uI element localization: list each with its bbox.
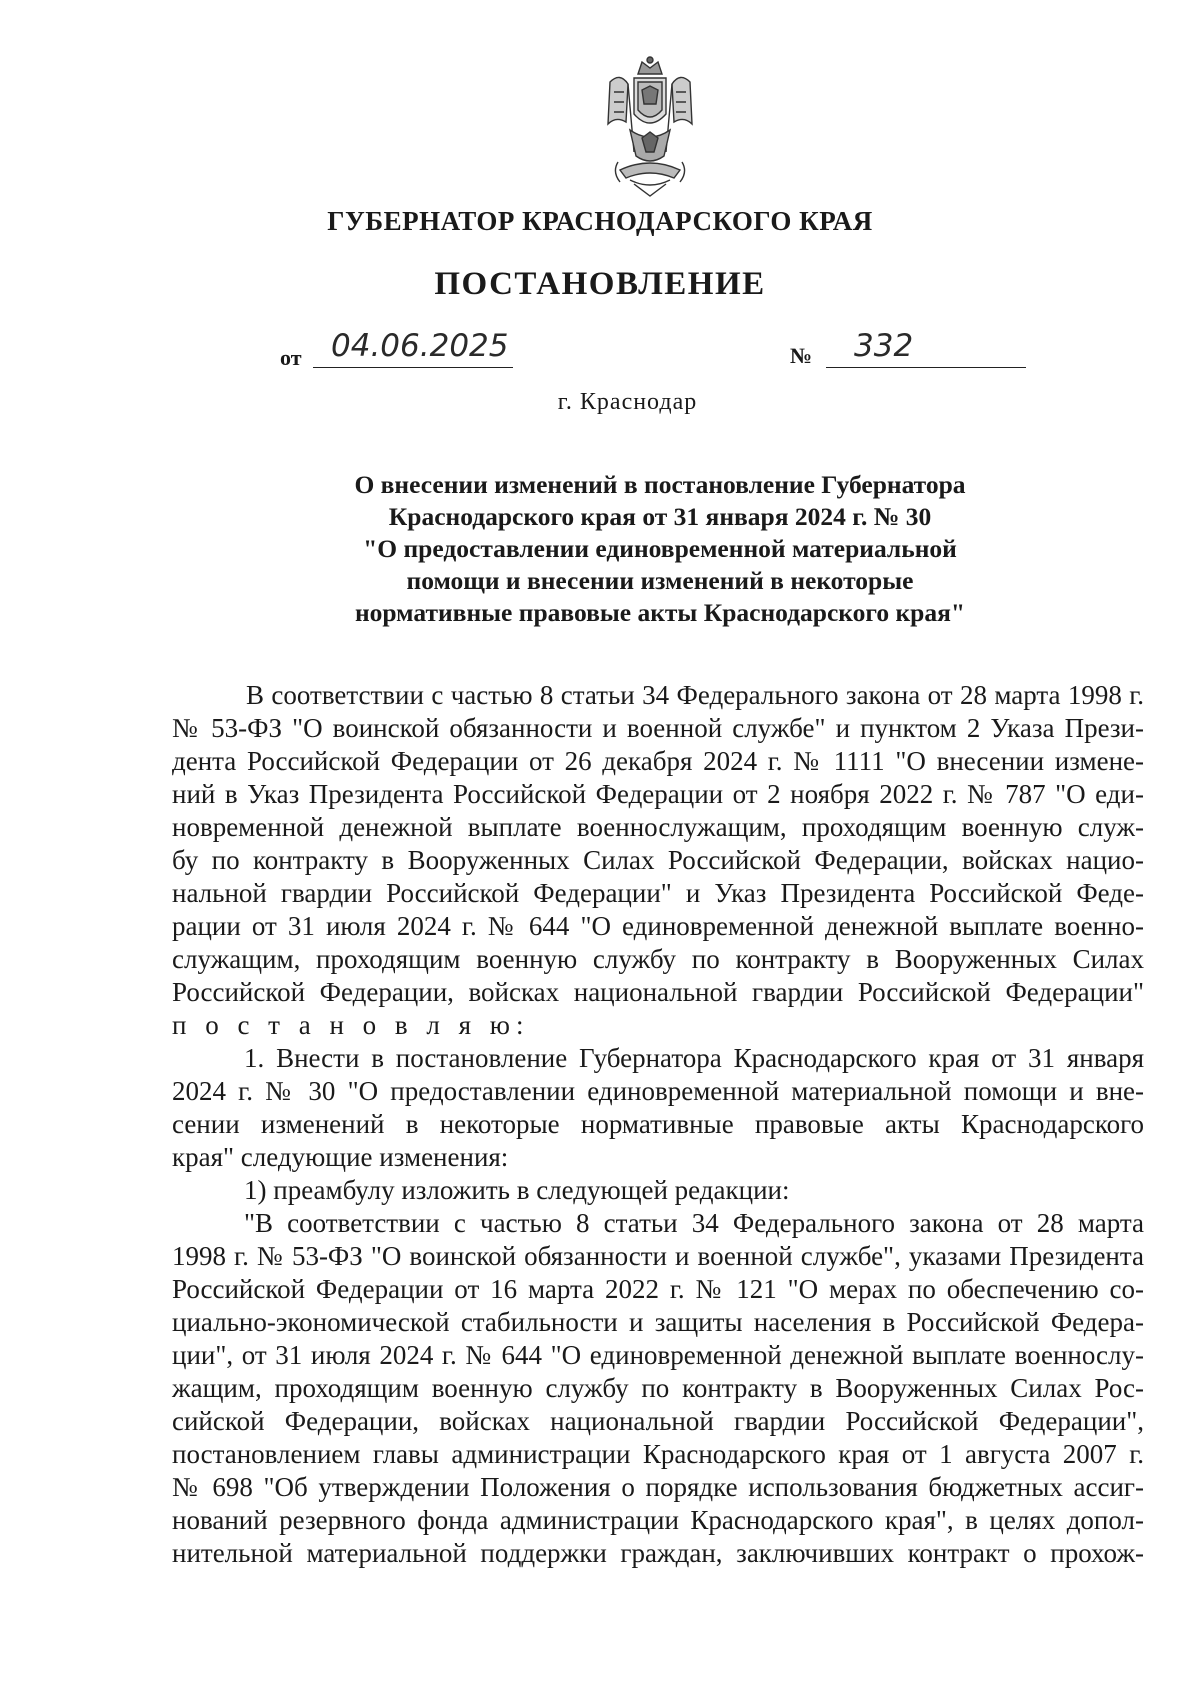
body-line: сийской Федерации, войсках национальной гвардии Российской Федерации",	[172, 1406, 1144, 1436]
body-line: циально-экономической стабильности и защиты населения в Российской Федера-	[172, 1307, 1144, 1337]
body-line: Российской Федерации, войсках национальной гвардии Российской Федерации"	[172, 977, 1144, 1007]
body-line: № 53-ФЗ "О воинской обязанности и военной службе" и пунктом 2 Указа Прези-	[172, 713, 1144, 743]
document-type: ПОСТАНОВЛЕНИЕ	[434, 266, 766, 302]
subitem-line: 1) преамбулу изложить в следующей редакции:	[244, 1175, 790, 1205]
title-line: Краснодарского края от 31 января 2024 г. № 30	[388, 502, 932, 531]
number-label: №	[790, 343, 813, 368]
number-value: 332	[826, 330, 1026, 368]
title-line: "О предоставлении единовременной материальной	[363, 534, 957, 563]
body-line: "В соответствии с частью 8 статьи 34 Федерального закона от 28 марта	[244, 1208, 1144, 1238]
issuing-authority: ГУБЕРНАТОР КРАСНОДАРСКОГО КРАЯ	[327, 206, 873, 236]
body-line: постановлением главы администрации Краснодарского края от 1 августа 2007 г.	[172, 1439, 1144, 1469]
city: г. Краснодар	[557, 389, 698, 415]
body-line: сении изменений в некоторые нормативные правовые акты Краснодарского	[172, 1109, 1144, 1139]
body-line: Российской Федерации от 16 марта 2022 г. № 121 "О мерах по обеспечению со-	[172, 1274, 1144, 1304]
body-line: нований резервного фонда администрации Краснодарского края", в целях допол-	[172, 1505, 1144, 1535]
body-line: нальной гвардии Российской Федерации" и Указ Президента Российской Феде-	[172, 878, 1144, 908]
date-value: 04.06.2025	[313, 330, 513, 368]
body-line: края" следующие изменения:	[172, 1142, 509, 1172]
body-line: новременной денежной выплате военнослужащим, проходящим военную служ-	[172, 812, 1144, 842]
body-line: дента Российской Федерации от 26 декабря 2024 г. № 1111 "О внесении измене-	[172, 746, 1144, 776]
body-line: 1998 г. № 53-ФЗ "О воинской обязанности и военной службе", указами Президента	[172, 1241, 1144, 1271]
krasnodar-krai-coat-of-arms-icon	[590, 52, 710, 202]
body-line: бу по контракту в Вооруженных Силах Российской Федерации, войсках нацио-	[172, 845, 1144, 875]
body-line: служащим, проходящим военную службу по контракту в Вооруженных Силах	[172, 944, 1144, 974]
body-line: рации от 31 июля 2024 г. № 644 "О единовременной денежной выплате военно-	[172, 911, 1144, 941]
title-line: О внесении изменений в постановление Губернатора	[354, 470, 966, 499]
body-line: нительной материальной поддержки граждан, заключивших контракт о прохож-	[172, 1538, 1144, 1568]
body-line: В соответствии с частью 8 статьи 34 Федерального закона от 28 марта 1998 г.	[246, 680, 1144, 710]
document-body	[172, 679, 1144, 1570]
body-line: 1. Внести в постановление Губернатора Краснодарского края от 31 января	[244, 1043, 1144, 1073]
body-line: жащим, проходящим военную службу по контракту в Вооруженных Силах Рос-	[172, 1373, 1144, 1403]
body-line: № 698 "Об утверждении Положения о порядке использования бюджетных ассиг-	[172, 1472, 1144, 1502]
document-title	[250, 469, 1070, 629]
decree-word: п о с т а н о в л я ю:	[172, 1010, 530, 1040]
title-line: помощи и внесении изменений в некоторые	[406, 566, 914, 595]
body-line: 2024 г. № 30 "О предоставлении единовременной материальной помощи и вне-	[172, 1076, 1144, 1106]
body-line: ции", от 31 июля 2024 г. № 644 "О единовременной денежной выплате военнослу-	[172, 1340, 1144, 1370]
title-line: нормативные правовые акты Краснодарского края"	[354, 598, 966, 627]
date-label: от	[280, 345, 302, 370]
body-line: ний в Указ Президента Российской Федерации от 2 ноября 2022 г. № 787 "О еди-	[172, 779, 1144, 809]
